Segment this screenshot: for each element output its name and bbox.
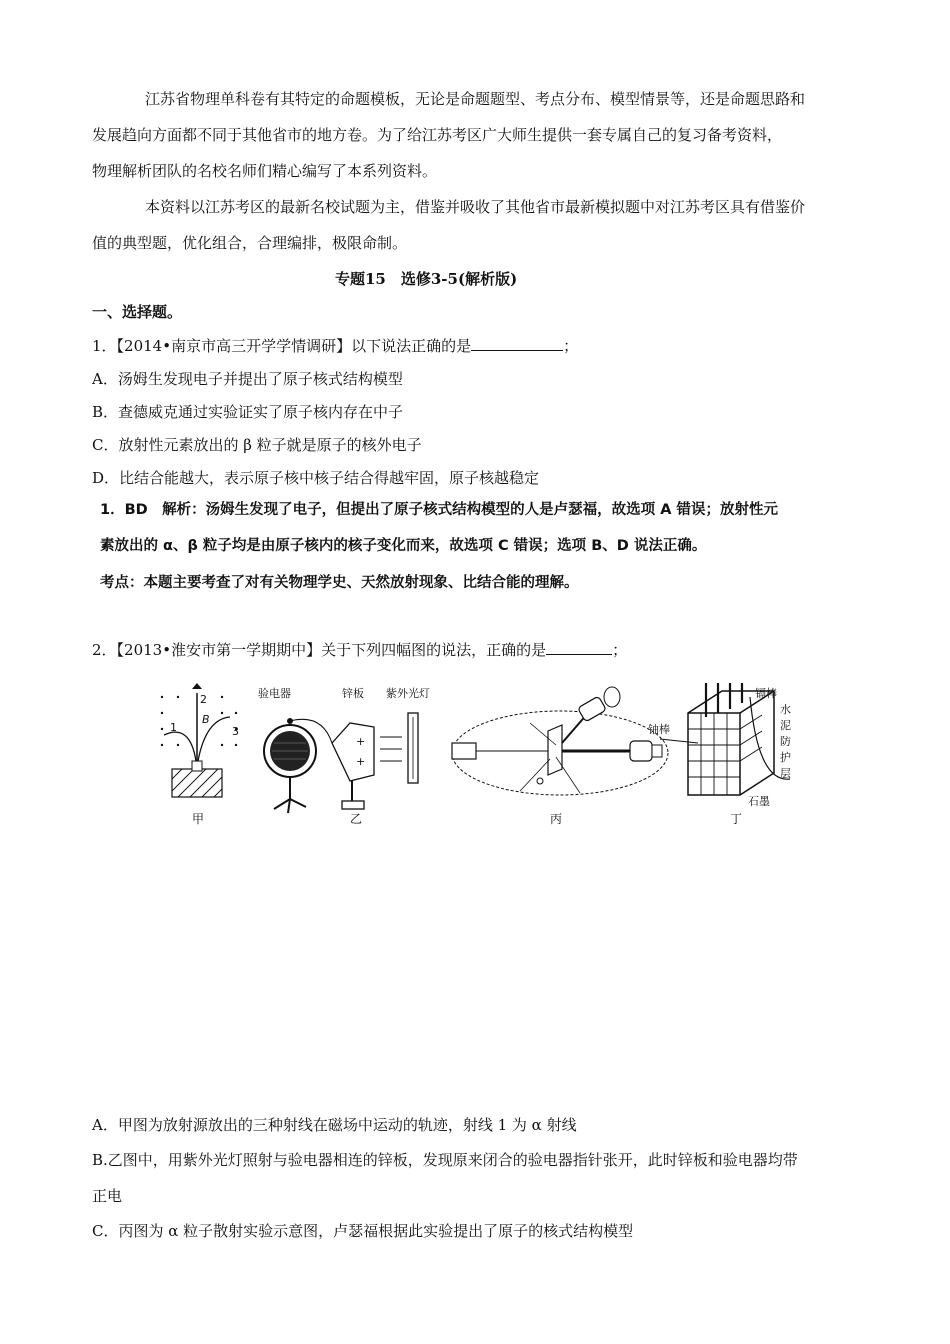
ding-graphite-label: 石墨 — [748, 795, 770, 808]
ding-wall-char-4: 护 — [780, 751, 791, 764]
intro-paragraph-2-line-2: 值的典型题，优化组合，合理编排，极限命制。 — [92, 234, 408, 252]
figure-caption-ding: 丁 — [730, 812, 743, 826]
figure-caption-jia: 甲 — [192, 812, 205, 826]
panel-jia-radiation-tracks — [161, 683, 239, 797]
figure-caption-yi: 乙 — [350, 812, 363, 826]
question-1-option-a: A．汤姆生发现电子并提出了原子核式结构模型 — [92, 370, 403, 388]
section-title: 专题15 选修3-5(解析版) — [335, 270, 518, 288]
jia-track-label-3: 3 — [232, 725, 239, 738]
question-2-option-c: C．丙图为 α 粒子散射实验示意图，卢瑟福根据此实验提出了原子的核式结构模型 — [92, 1222, 634, 1240]
answer-blank — [546, 640, 612, 655]
question-1-stem-text: 1．【2014•南京市高三开学学情调研】以下说法正确的是 — [92, 337, 472, 355]
yi-zinc-label: 锌板 — [342, 687, 364, 700]
four-panel-figure — [150, 683, 800, 828]
ding-uranium-rod-label: 铀棒 — [648, 723, 670, 736]
question-2-option-b-line-1: B.乙图中，用紫外光灯照射与验电器相连的锌板，发现原来闭合的验电器指针张开，此时锌板和验电器均带 — [92, 1151, 798, 1169]
ding-wall-char-3: 防 — [780, 735, 791, 748]
intro-paragraph-1-line-2: 发展趋向方面都不同于其他省市的地方卷。为了给江苏考区广大师生提供一套专属自己的复习备考资料， — [92, 126, 783, 144]
question-2-stem-text: 2．【2013•淮安市第一学期期中】关于下列四幅图的说法，正确的是 — [92, 641, 547, 659]
svg-text:+: + — [356, 755, 366, 768]
intro-paragraph-1-line-3: 物理解析团队的名校名师们精心编写了本系列资料。 — [92, 162, 438, 180]
question-1-kaodian: 考点：本题主要考查了对有关物理学史、天然放射现象、比结合能的理解。 — [100, 575, 579, 591]
question-1-option-b: B．查德威克通过实验证实了原子核内存在中子 — [92, 403, 404, 421]
panel-ding-reactor — [648, 683, 791, 808]
ding-cadmium-rod-label: 镉棒 — [755, 687, 777, 700]
question-1-analysis-line-1: 1．BD 解析：汤姆生发现了电子，但提出了原子核式结构模型的人是卢瑟福，故选项 A 错误；放射性元 — [100, 502, 778, 518]
jia-field-label: B — [202, 713, 210, 726]
section-heading: 一、选择题。 — [92, 303, 183, 321]
svg-text:+: + — [356, 735, 366, 748]
yi-electroscope-label: 验电器 — [258, 687, 291, 700]
jia-track-label-2: 2 — [200, 693, 207, 706]
question-2-option-b-line-2: 正电 — [92, 1187, 123, 1205]
intro-paragraph-2-line-1: 本资料以江苏考区的最新名校试题为主，借鉴并吸收了其他省市最新模拟题中对江苏考区具有借鉴价 — [145, 198, 806, 216]
question-1-option-c: C．放射性元素放出的 β 粒子就是原子的核外电子 — [92, 436, 422, 454]
ding-wall-char-1: 水 — [780, 703, 791, 716]
yi-uvlamp-label: 紫外光灯 — [386, 687, 430, 700]
ding-wall-char-2: 泥 — [780, 719, 791, 732]
figure-caption-bing: 丙 — [550, 812, 563, 826]
panel-bing-scattering — [452, 687, 668, 795]
ding-wall-char-5: 层 — [780, 767, 791, 780]
question-1-stem-end: ； — [563, 337, 579, 355]
answer-blank — [471, 336, 563, 351]
question-1-analysis-line-2: 素放出的 α、β 粒子均是由原子核内的核子变化而来，故选项 C 错误；选项 B、D 说法正确。 — [100, 538, 707, 554]
question-1-option-d: D．比结合能越大，表示原子核中核子结合得越牢固，原子核越稳定 — [92, 469, 540, 487]
question-2-option-a: A．甲图为放射源放出的三种射线在磁场中运动的轨迹，射线 1 为 α 射线 — [92, 1116, 577, 1134]
jia-track-label-1: 1 — [170, 721, 177, 734]
question-1-stem — [92, 336, 578, 356]
panel-yi-electroscope — [258, 686, 430, 813]
intro-paragraph-1-line-1: 江苏省物理单科卷有其特定的命题模板，无论是命题题型、考点分布、模型情景等，还是命题思路和 — [145, 90, 806, 108]
question-2-stem — [92, 640, 627, 660]
question-2-stem-end: ； — [612, 641, 628, 659]
